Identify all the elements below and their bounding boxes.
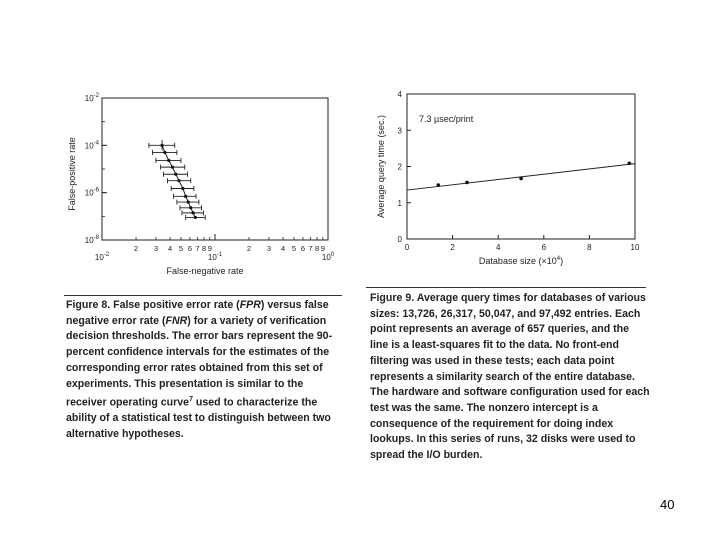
- caption8-mid: ) versus false negative error rate (: [66, 299, 329, 327]
- fig8-data-point: [177, 179, 180, 182]
- figure-8-caption-rule: [64, 295, 342, 296]
- fig9-y-tick-label: 2: [397, 162, 402, 172]
- fig8-data-point: [171, 166, 174, 169]
- fig8-x-tick-label: $10^{-1}$: [207, 252, 223, 262]
- fig8-x-tick-label: $10^0$: [321, 252, 335, 262]
- caption8-reference-sup: 7: [189, 396, 193, 404]
- fig9-x-tick-label: 8: [587, 243, 592, 252]
- fig9-y-tick-label: 4: [397, 90, 402, 99]
- fig9-annotation: 7.3 µsec/print: [419, 114, 474, 124]
- fig9-data-point: [436, 183, 440, 187]
- caption8-lead: Figure 8. False positive error rate (: [66, 299, 240, 311]
- fig9-y-axis-label: Average query time (sec.): [376, 115, 386, 218]
- fig8-plot-frame: [102, 98, 328, 240]
- caption8-rest-b: used to characterize the ability of a statistical test to distinguish between two alternative hypotheses.: [66, 396, 331, 441]
- fig8-data-point: [189, 206, 192, 209]
- fig8-x-minor-label: 9: [207, 244, 212, 253]
- fig8-data-point: [187, 200, 190, 203]
- fig9-y-tick-label: 3: [397, 126, 402, 136]
- fig8-y-tick-label: $10^{-2}$: [84, 93, 99, 103]
- slide-number: 40: [660, 497, 675, 512]
- fig8-data-point: [163, 151, 166, 154]
- fig8-x-axis-label: False-negative rate: [166, 266, 244, 276]
- fig8-x-tick-label: $10^{-2}$: [94, 252, 110, 262]
- fig8-x-minor-label: 8: [314, 244, 320, 253]
- caption8-rest-a: ) for a variety of verification decision thresholds. The error bars represent the 90-percent confidence intervals for the estimates of the corresponding error rates obtained from this set of experiments. This presentation is similar to the receiver operating curve: [66, 314, 333, 409]
- fig9-x-tick-label: 4: [495, 243, 501, 252]
- fig8-y-tick-label: $10^{-8}$: [84, 235, 99, 245]
- fig9-data-point: [465, 181, 469, 185]
- fig8-x-minor-label: 2: [246, 244, 252, 253]
- fig8-data-point: [191, 211, 194, 214]
- fig8-x-minor-label: 7: [195, 244, 200, 253]
- fig8-x-minor-label: 6: [187, 244, 193, 253]
- fig8-x-minor-label: 3: [266, 244, 272, 253]
- fig8-y-tick-label: $10^{-6}$: [84, 187, 99, 198]
- fig9-x-axis-label: Database size $(\times 10^4)$: [478, 256, 564, 266]
- fig8-x-minor-label: 9: [320, 244, 325, 253]
- fig8-data-point: [167, 159, 170, 162]
- fig9-data-point: [627, 161, 631, 165]
- caption8-fpr: FPR: [239, 299, 261, 311]
- fig8-data-point: [174, 173, 177, 176]
- fig8-x-minor-label: 8: [201, 244, 207, 253]
- fig9-x-tick-label: 6: [541, 243, 547, 252]
- fig8-x-minor-label: 4: [280, 244, 286, 253]
- fig9-data-point: [519, 177, 523, 181]
- fig8-x-minor-label: 5: [291, 244, 297, 253]
- fig8-y-tick-label: $10^{-4}$: [84, 140, 99, 151]
- fig8-x-minor-label: 7: [308, 244, 313, 253]
- figure-9-chart: [362, 84, 652, 274]
- fig8-x-minor-label: 2: [133, 244, 139, 253]
- fig9-x-tick-label: 0: [404, 243, 410, 252]
- figure-8-chart: [60, 88, 340, 278]
- fig9-x-tick-label: 2: [450, 243, 455, 252]
- fig8-data-point: [194, 216, 197, 219]
- fig8-data-point: [160, 144, 163, 147]
- fig8-y-axis-label: False-positive rate: [67, 137, 77, 211]
- fig9-y-tick-label: 1: [397, 198, 402, 208]
- fig8-x-minor-label: 3: [153, 244, 159, 253]
- fig8-data-point: [181, 187, 184, 190]
- fig8-x-minor-label: 6: [300, 244, 306, 253]
- fig8-x-minor-label: 4: [167, 244, 173, 253]
- figure-9-caption-rule: [366, 287, 646, 288]
- fig9-x-tick-label: 10: [630, 243, 640, 252]
- figure-8-caption: [66, 298, 342, 443]
- fig8-data-point: [184, 195, 187, 198]
- figure-9-caption: Figure 9. Average query times for databases of various sizes: 13,726, 26,317, 50,047, and 97,492 entries. Each point represents an average of 657 queries, and the line is a least-squares fit to the data. No front-end filtering was used in these tests; each data point represents a similarity search of the entire database. The hardware and software configuration used for each test was the same. The nonzero intercept is a consequence of the requirement for doing index lookups. In this series of runs, 32 disks were used to spread the I/O burden.: [370, 292, 650, 462]
- caption8-fnr: FNR: [165, 314, 188, 327]
- fig9-y-tick-label: 0: [397, 235, 402, 244]
- fig8-x-minor-label: 5: [178, 244, 184, 253]
